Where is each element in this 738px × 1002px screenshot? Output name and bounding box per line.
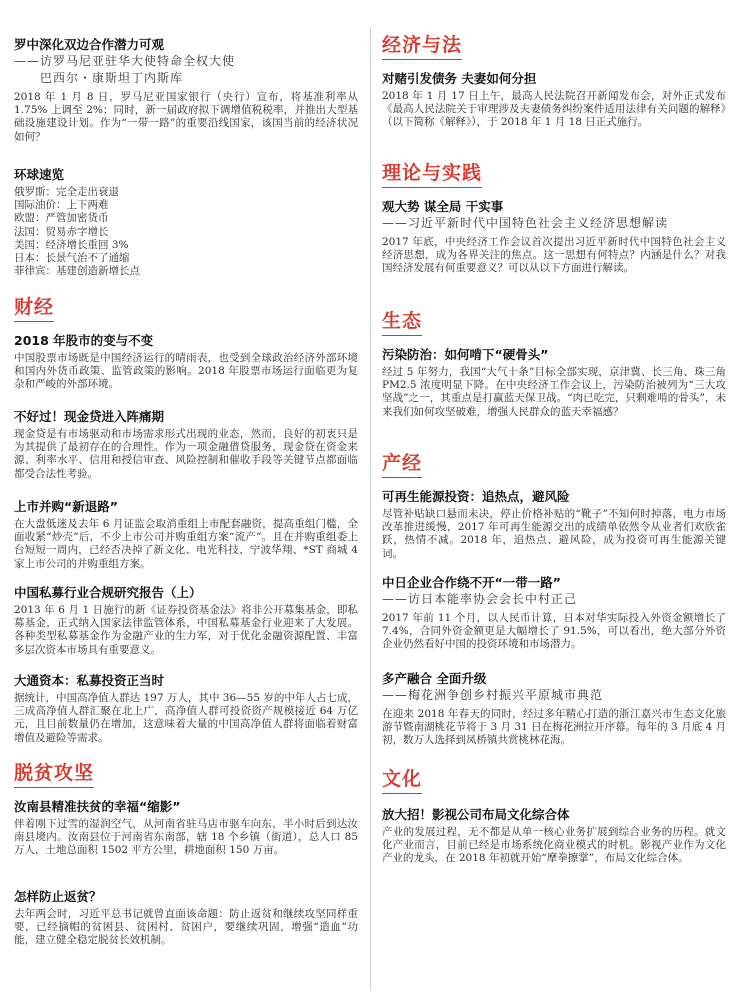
article-subtitle: ——访日本能率协会会长中村正己 [382, 592, 578, 606]
article-title: 中国私募行业合规研究报告（上） [14, 585, 202, 600]
article-summary: 现金贷是有市场驱动和市场需求形式出现的业态，然而，良好的初衷只是为其提供了最初存在的合理性。作为一项金融借贷服务，现金贷在资金来源、利率水平、信用和授信审查、风险控制和催收手段等关键节点都面临都受合法性考验。 [14, 428, 358, 480]
article-economic-thought[interactable] [382, 198, 726, 276]
article-summary: 尽管补贴缺口悬而未决，停止价格补贴的“靴子”不知何时掉落，电力市场改革推进缓慢，2017 年可再生能源交出的成绩单依然令从业者们欢欣雀跃，热情不减。2018 年，追热点、避风险，成为投资可再生能源关键词。 [382, 508, 726, 560]
article-subtitle: ——梅花洲争创乡村振兴平原城市典范 [382, 688, 604, 702]
article-romania[interactable] [14, 36, 358, 144]
article-summary: 2018 年 1 月 8 日，罗马尼亚国家银行（央行）宣布，将基准利率从 1.75% 上调至 2%；同时，新一届政府拟下调增值税税率，并推出大型基础设施建设计划。作为“一带一路”的重要沿线国家，该国当前的经济状况如何？ [14, 91, 358, 143]
article-title: 对赌引发债务 夫妻如何分担 [382, 71, 537, 86]
section-header-culture [382, 764, 726, 794]
article-china-japan-cooperation[interactable] [382, 574, 726, 652]
article-summary: 2017 年底，中央经济工作会议首次提出习近平新时代中国特色社会主义经济思想，成为各界关注的焦点。这一思想有何特点？内涵是什么？对我国经济发展有何重要意义？可以从以下方面进行解读。 [382, 236, 726, 275]
article-title: 大通资本：私募投资正当时 [14, 673, 165, 688]
section-header-econ-law [382, 30, 726, 60]
section-header-industry [382, 448, 726, 478]
article-title: 多产融合 全面升级 [382, 671, 487, 686]
article-title: 污染防治：如何啃下“硬骨头” [382, 347, 549, 362]
list-item: 法国：贸易赤字增长 [14, 225, 109, 238]
article-subtitle-name: 巴西尔・康斯坦丁内斯库 [40, 71, 184, 85]
article-title: 不好过！现金贷进入阵痛期 [14, 409, 165, 424]
section-title: 文化 [382, 764, 422, 794]
article-title: 2018 年股市的变与不变 [14, 333, 154, 348]
article-datong-capital[interactable] [14, 672, 358, 745]
article-meihuazhou[interactable] [382, 670, 726, 748]
article-title: 怎样防止返贫？ [14, 889, 102, 904]
article-summary: 中国股票市场既是中国经济运行的晴雨表，也受到全球政治经济外部环境和国内外货币政策、监管政策的影响。2018 年股票市场运行面临更为复杂和严峻的外部环境。 [14, 352, 358, 391]
list-item: 欧盟：严管加密货币 [14, 212, 109, 225]
article-summary: 在迎来 2018 年春天的同时，经过多年精心打造的浙江嘉兴市生态文化旅游节暨南湖桃花节将于 3 月 31 日在梅花洲拉开序幕。每年的 3 月底 4 月初，数万人选择到凤桥镇共赏桃林花海。 [382, 708, 726, 747]
section-header-theory [382, 158, 726, 188]
article-summary: 产业的发展过程，无不都是从单一核心业务扩展到综合业务的历程。就文化产业而言，目前已经是市场系统化商业模式的时机。影视产业作为文化产业的龙头，在 2018 年初就开始“摩拳擦掌”，布局文化综合体。 [382, 826, 726, 865]
article-summary: 2018 年 1 月 17 日上午，最高人民法院召开新闻发布会，对外正式发布《最高人民法院关于审理涉及夫妻债务纠纷案件适用法律有关问题的解释》（以下简称《解释》），于 2018 年 1 月 18 日正式施行。 [382, 90, 726, 129]
section-title: 产经 [382, 448, 422, 478]
article-summary: 经过 5 年努力，我国“大气十条”目标全部实现，京津冀、长三角、珠三角 PM2.5 浓度明显下降。在中央经济工作会议上，污染防治被列为“三大攻坚战”之一，其重点是打赢蓝天保卫战。“肉已吃完，只剩难啃的骨头”，未来我们如何攻坚破难，增强人民群众的蓝天幸福感？ [382, 366, 726, 418]
section-header-ecology [382, 306, 726, 336]
section-title: 理论与实践 [382, 158, 482, 188]
list-item: 日本：长景气治不了通缩 [14, 252, 130, 265]
article-title: 汝南县精准扶贫的幸福“缩影” [14, 799, 181, 814]
section-header-poverty [14, 758, 358, 788]
article-title: 中日企业合作绕不开“一带一路” [382, 575, 561, 590]
article-summary: 在大盘低迷及去年 6 月证监会取消重组上市配套融资，提高重组门槛，全面收紧“炒壳”后，不少上市公司并购重组方案“流产”。且在并购重组委上台短短一周内，已经否决掉了新文化、电光科技、宁波华翔、*ST 商城 4 家上市公司的并购重组方案。 [14, 518, 358, 570]
section-title: 生态 [382, 306, 422, 336]
section-header-finance [14, 292, 358, 322]
section-title: 脱贫攻坚 [14, 758, 94, 788]
section-title: 财经 [14, 292, 54, 322]
article-cash-loan[interactable] [14, 408, 358, 481]
list-item: 俄罗斯：完全走出衰退 [14, 186, 119, 198]
article-stock-market[interactable] [14, 332, 358, 392]
article-summary: 去年两会时，习近平总书记就曾直面该命题：防止返贫和继续攻坚同样重要，已经摘帽的贫困县、贫困村、贫困户，要继续巩固，增强“造血”功能，建立健全稳定脱贫长效机制。 [14, 908, 358, 947]
article-global-glance[interactable] [14, 166, 358, 278]
article-title: 可再生能源投资：追热点，避风险 [382, 489, 570, 504]
article-title: 上市并购“新退路” [14, 499, 118, 514]
article-subtitle: ——访罗马尼亚驻华大使特命全权大使 [14, 54, 236, 68]
article-title: 罗中深化双边合作潜力可观 [14, 37, 165, 52]
article-film-complex[interactable] [382, 806, 726, 866]
article-summary: 2017 年前 11 个月，以人民币计算，日本对华实际投入外资金额增长了 7.4%，合同外资金额更是大幅增长了 91.5%，可以看出，绝大部分外资企业仍然看好中国的投资环境和市场潜力。 [382, 612, 726, 651]
list-item: 国际油价：上下两难 [14, 199, 109, 212]
list-item: 美国：经济增长重回 3% [14, 238, 129, 251]
article-gambling-debt[interactable] [382, 70, 726, 130]
article-pollution-control[interactable] [382, 346, 726, 419]
article-ma-exit[interactable] [14, 498, 358, 571]
article-summary: 伴着刚下过雪的湿润空气，从河南省驻马店市驱车向东，半小时后到达汝南县境内。汝南县位于河南省东南部，辖 18 个乡镇（街道），总人口 85 万人，土地总面积 1502 平方公里，耕地面积 150 万亩。 [14, 818, 358, 857]
glance-list [14, 186, 358, 278]
article-prevent-return-poverty[interactable] [14, 888, 358, 948]
article-runan-poverty[interactable] [14, 798, 358, 858]
article-private-fund-report[interactable] [14, 584, 358, 657]
article-subtitle: ——习近平新时代中国特色社会主义经济思想解读 [382, 216, 669, 230]
section-title: 经济与法 [382, 30, 462, 60]
article-title: 环球速览 [14, 167, 65, 182]
article-renewable-energy[interactable] [382, 488, 726, 561]
article-summary: 2013 年 6 月 1 日施行的新《证券投资基金法》将非公开募集基金，即私募基金，正式纳入国家法律监管体系，中国私募基金行业迎来了大发展。各种类型私募基金作为金融产业的生力军，对于优化金融资源配置、丰富多层次资本市场具有重要意义。 [14, 604, 358, 656]
column-divider [370, 28, 371, 990]
article-summary: 据统计，中国高净值人群达 197 万人，其中 36—55 岁的中年人占七成，三成高净值人群汇聚在北上广，高净值人群可投资资产规模接近 64 万亿元，且目前数量仍在增加，这意味着大量的中国高净值人群将面临着财富增值及避险等需求。 [14, 692, 358, 744]
article-title: 观大势 谋全局 干实事 [382, 199, 504, 214]
article-title: 放大招！影视公司布局文化综合体 [382, 807, 570, 822]
list-item: 菲律宾：基建创造新增长点 [14, 265, 140, 278]
